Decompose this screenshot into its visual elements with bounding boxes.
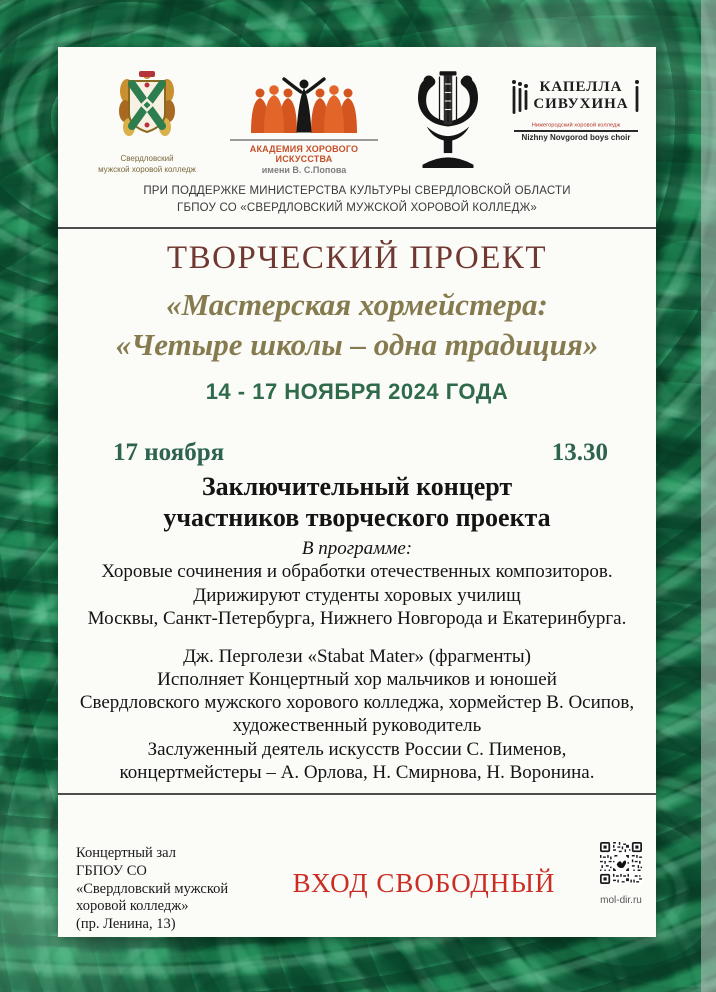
venue-line: хоровой колледж» xyxy=(76,898,189,915)
qr-code-icon xyxy=(600,871,642,888)
singer-bars-left-icon xyxy=(511,79,529,120)
detail-line: концертмейстеры – А. Орлова, Н. Смирнова, Н. Воронина. xyxy=(119,761,595,783)
support-line2: ГБПОУ СО «СВЕРДЛОВСКИЙ МУЖСКОЙ ХОРОВОЙ КОЛЛЕДЖ» xyxy=(177,202,537,215)
venue-line: Концертный зал xyxy=(76,845,176,861)
academy-logo-line2: имени В. С.Попова xyxy=(261,165,347,175)
venue-line: «Свердловский мужской xyxy=(76,880,229,897)
venue-address xyxy=(74,835,254,934)
detail-line: Свердловского мужского хорового колледжа, хормейстер В. Осипов, xyxy=(79,692,635,714)
detail-line: Исполняет Концертный хор мальчиков и юношей xyxy=(157,669,557,691)
concert-poster xyxy=(58,47,656,937)
coat-of-arms-icon xyxy=(115,132,179,149)
academy-logo-divider xyxy=(230,139,378,141)
venue-line: ГБПОУ СО xyxy=(76,862,147,879)
support-statement xyxy=(58,183,656,218)
college-coat-of-arms-logo xyxy=(84,69,210,176)
kapella-subtitle-en: Nizhny Novgorod boys choir xyxy=(521,133,631,142)
concert-description xyxy=(76,471,638,784)
academy-of-choral-art-logo xyxy=(220,77,388,175)
support-line1: ПРИ ПОДДЕРЖКЕ МИНИСТЕРСТВА КУЛЬТУРЫ СВЕРДЛОВСКОЙ ОБЛАСТИ xyxy=(143,185,571,197)
kapella-subtitle-ru: Нижегородский хоровой колледж xyxy=(531,122,621,129)
schedule-row xyxy=(113,439,608,467)
concert-title-line1: Заключительный концерт xyxy=(201,472,513,501)
qr-block xyxy=(594,835,648,906)
academy-logo-line1: АКАДЕМИЯ ХОРОВОГО ИСКУССТВА xyxy=(249,144,359,164)
event-time: 13.30 xyxy=(551,439,608,466)
kapella-sivukhina-logo xyxy=(508,79,644,142)
project-title: ТВОРЧЕСКИЙ ПРОЕКТ xyxy=(166,240,548,276)
detail-line: Заслуженный деятель искусств России С. Пименов, xyxy=(147,738,567,760)
project-subtitle-line2: «Четыре школы – одна традиция» xyxy=(115,326,599,362)
detail-line: Дж. Перголези «Stabat Mater» (фрагменты) xyxy=(183,645,531,667)
footer-row xyxy=(74,835,648,931)
college-caption-line1: Свердловский xyxy=(120,154,174,163)
top-divider-line xyxy=(58,227,656,229)
program-line: Хоровые сочинения и обработки отечественных композиторов. xyxy=(101,561,613,583)
college-caption-line2: мужской хоровой колледж xyxy=(98,164,196,174)
program-label: В программе: xyxy=(301,538,413,560)
project-dates: 14 - 17 НОЯБРЯ 2024 ГОДА xyxy=(205,379,509,405)
kapella-divider xyxy=(514,130,638,132)
logos-row xyxy=(84,65,644,176)
detail-line: художественный руководитель xyxy=(232,715,482,737)
choir-figures-icon xyxy=(238,120,370,137)
singer-bar-right-icon xyxy=(633,79,641,120)
project-subtitle-line1: «Мастерская хормейстера: xyxy=(166,287,548,322)
qr-caption: mol-dir.ru xyxy=(600,895,642,906)
bottom-divider-line xyxy=(58,793,656,795)
lyre-icon xyxy=(407,156,489,173)
free-admission-label: ВХОД СВОБОДНЫЙ xyxy=(292,867,556,898)
concert-title-line2: участников творческого проекта xyxy=(163,503,551,533)
heading-block xyxy=(58,240,656,405)
program-line: Дирижируют студенты хоровых училищ xyxy=(193,584,521,606)
venue-line: (пр. Ленина, 13) xyxy=(76,916,176,933)
event-date: 17 ноября xyxy=(113,439,225,466)
kapella-title-line1: КАПЕЛЛА xyxy=(539,79,623,95)
program-line: Москвы, Санкт-Петербурга, Нижнего Новгорода и Екатеринбурга. xyxy=(87,607,627,629)
lyre-emblem-logo xyxy=(398,67,498,174)
kapella-title-line2: СИВУХИНА xyxy=(533,96,629,113)
